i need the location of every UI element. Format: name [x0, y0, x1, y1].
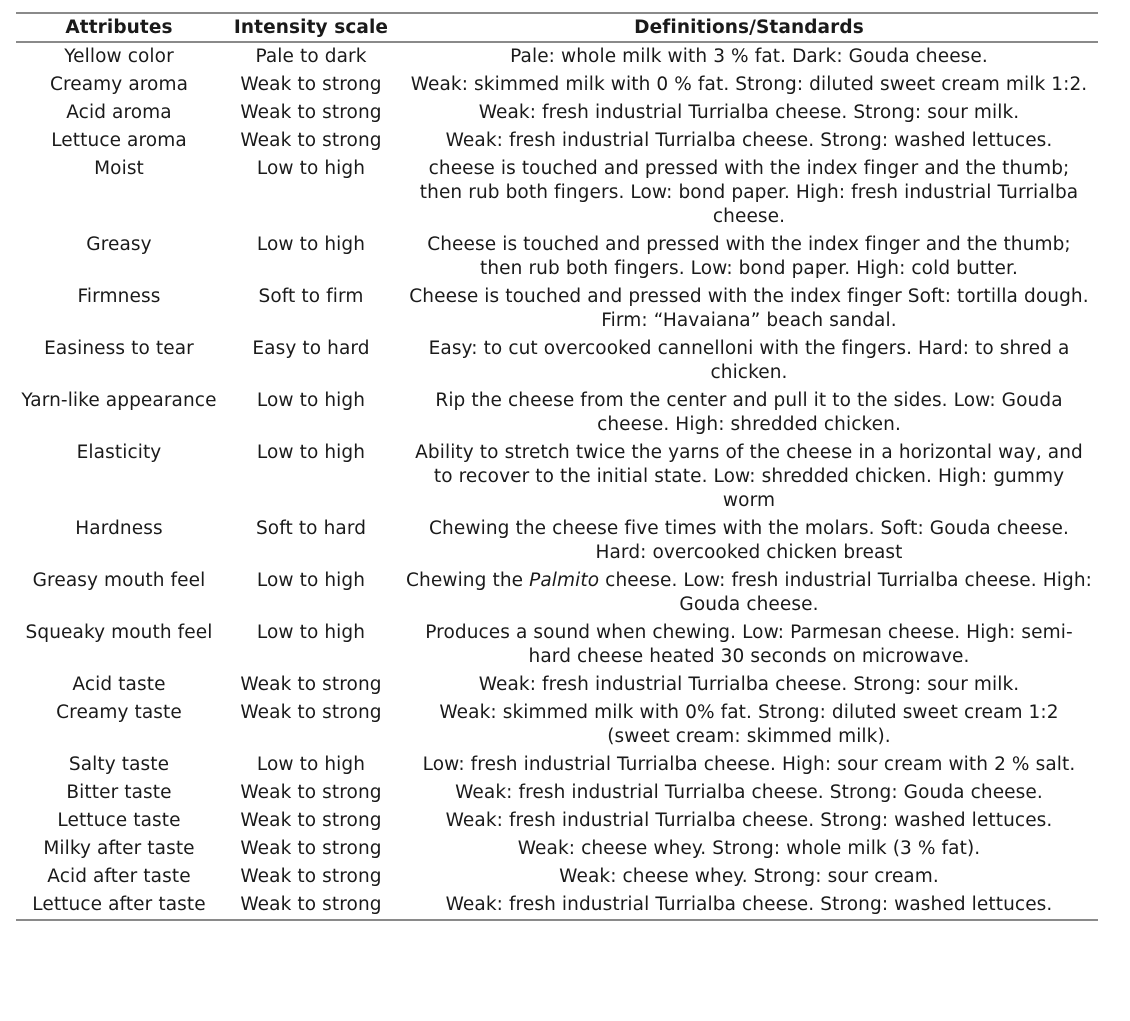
definition-cell: Low: fresh industrial Turrialba cheese. High: sour cream with 2 % salt.: [422, 754, 1076, 775]
scale-cell: Low to high: [256, 442, 366, 463]
scale-cell: Weak to strong: [240, 866, 382, 887]
scale-cell: Weak to strong: [240, 894, 382, 915]
table-row: [16, 71, 1098, 99]
table-row: [16, 155, 1098, 231]
definition-cell: [400, 567, 1098, 619]
table-row: [16, 42, 1098, 71]
sensory-attributes-table: [16, 12, 1098, 921]
attribute-cell: Creamy aroma: [49, 74, 189, 95]
definition-text: cheese. Low: fresh industrial Turrialba cheese. High: Gouda cheese.: [599, 570, 1092, 615]
definition-cell: Ability to stretch twice the yarns of the cheese in a horizontal way, and to recover to the initial state. Low: shredded chicken. High: gummy worm: [415, 442, 1083, 511]
scale-cell: Weak to strong: [240, 674, 382, 695]
scale-cell: Low to high: [256, 754, 366, 775]
scale-cell: Pale to dark: [255, 46, 367, 67]
table-row: [16, 891, 1098, 920]
definition-cell: Weak: cheese whey. Strong: whole milk (3 % fat).: [517, 838, 981, 859]
attribute-cell: Firmness: [77, 286, 161, 307]
attribute-cell: Acid taste: [72, 674, 166, 695]
attribute-cell: Creamy taste: [56, 702, 182, 723]
attribute-cell: Acid aroma: [66, 102, 172, 123]
attribute-cell: Milky after taste: [43, 838, 195, 859]
table-row: [16, 699, 1098, 751]
table-row: [16, 387, 1098, 439]
definition-cell: Weak: skimmed milk with 0 % fat. Strong: diluted sweet cream milk 1:2.: [410, 74, 1088, 95]
definition-cell: Rip the cheese from the center and pull it to the sides. Low: Gouda cheese. High: shredded chicken.: [435, 390, 1063, 435]
attribute-cell: Bitter taste: [66, 782, 172, 803]
table-row: [16, 567, 1098, 619]
table-row: [16, 231, 1098, 283]
scale-cell: Low to high: [256, 234, 366, 255]
attribute-cell: Salty taste: [68, 754, 170, 775]
attribute-cell: Yellow color: [64, 46, 174, 67]
table-row: [16, 671, 1098, 699]
scale-cell: Soft to hard: [255, 518, 367, 539]
scale-cell: Low to high: [256, 622, 366, 643]
attribute-cell: Moist: [94, 158, 144, 179]
scale-cell: Weak to strong: [240, 74, 382, 95]
definition-cell: Chewing the cheese five times with the molars. Soft: Gouda cheese. Hard: overcooked chicken breast: [429, 518, 1069, 563]
header-intensity-scale: Intensity scale: [233, 17, 389, 38]
table-row: [16, 779, 1098, 807]
table-row: [16, 751, 1098, 779]
header-definitions: Definitions/Standards: [634, 17, 864, 38]
definition-cell: cheese is touched and pressed with the index finger and the thumb; then rub both fingers. Low: bond paper. High: fresh industrial Turrialba cheese.: [419, 158, 1079, 227]
attribute-cell: Elasticity: [76, 442, 162, 463]
attribute-cell: Squeaky mouth feel: [25, 622, 213, 643]
definition-text: Chewing the: [406, 570, 530, 591]
definition-cell: Weak: skimmed milk with 0% fat. Strong: diluted sweet cream 1:2 (sweet cream: skimmed milk).: [439, 702, 1059, 747]
scale-cell: Weak to strong: [240, 838, 382, 859]
attribute-cell: Acid after taste: [47, 866, 191, 887]
table-header: [16, 13, 1098, 42]
scale-cell: Weak to strong: [240, 702, 382, 723]
table-row: [16, 335, 1098, 387]
attribute-cell: Easiness to tear: [44, 338, 194, 359]
scale-cell: Low to high: [256, 570, 366, 591]
definition-cell: Weak: fresh industrial Turrialba cheese. Strong: washed lettuces.: [445, 810, 1053, 831]
definition-cell: Weak: fresh industrial Turrialba cheese. Strong: sour milk.: [478, 674, 1020, 695]
table-row: [16, 439, 1098, 515]
scale-cell: Easy to hard: [252, 338, 370, 359]
scale-cell: Weak to strong: [240, 782, 382, 803]
scale-cell: Soft to firm: [258, 286, 364, 307]
table-row: [16, 619, 1098, 671]
definition-cell: Weak: fresh industrial Turrialba cheese. Strong: washed lettuces.: [445, 894, 1053, 915]
definition-cell: Weak: fresh industrial Turrialba cheese. Strong: washed lettuces.: [445, 130, 1053, 151]
definition-cell: Cheese is touched and pressed with the index finger Soft: tortilla dough. Firm: “Havaiana” beach sandal.: [409, 286, 1089, 331]
attribute-cell: Greasy mouth feel: [32, 570, 206, 591]
table-row: [16, 807, 1098, 835]
attribute-cell: Lettuce aroma: [51, 130, 187, 151]
definition-cell: Weak: fresh industrial Turrialba cheese. Strong: sour milk.: [478, 102, 1020, 123]
table-row: [16, 283, 1098, 335]
definition-italic-text: Palmito: [529, 570, 600, 591]
scale-cell: Low to high: [256, 390, 366, 411]
definition-cell: Easy: to cut overcooked cannelloni with the fingers. Hard: to shred a chicken.: [428, 338, 1070, 383]
attribute-cell: Lettuce after taste: [32, 894, 206, 915]
header-row: [16, 13, 1098, 42]
scale-cell: Weak to strong: [240, 130, 382, 151]
attribute-cell: Greasy: [86, 234, 152, 255]
table-row: [16, 99, 1098, 127]
attribute-cell: Yarn-like appearance: [21, 390, 217, 411]
definition-cell: Weak: fresh industrial Turrialba cheese. Strong: Gouda cheese.: [455, 782, 1043, 803]
attribute-cell: Lettuce taste: [57, 810, 181, 831]
definition-cell: Weak: cheese whey. Strong: sour cream.: [559, 866, 939, 887]
sensory-attributes-table-container: [16, 12, 1098, 921]
table-row: [16, 835, 1098, 863]
header-attributes: Attributes: [65, 17, 173, 38]
scale-cell: Low to high: [256, 158, 366, 179]
definition-cell: Cheese is touched and pressed with the index finger and the thumb; then rub both fingers. Low: bond paper. High: cold butter.: [427, 234, 1071, 279]
definition-cell: Pale: whole milk with 3 % fat. Dark: Gouda cheese.: [510, 46, 988, 67]
table-row: [16, 863, 1098, 891]
table-row: [16, 515, 1098, 567]
scale-cell: Weak to strong: [240, 102, 382, 123]
scale-cell: Weak to strong: [240, 810, 382, 831]
table-body: [16, 42, 1098, 920]
definition-cell: Produces a sound when chewing. Low: Parmesan cheese. High: semi-hard cheese heated 30 seconds on microwave.: [425, 622, 1073, 667]
attribute-cell: Hardness: [75, 518, 163, 539]
table-row: [16, 127, 1098, 155]
